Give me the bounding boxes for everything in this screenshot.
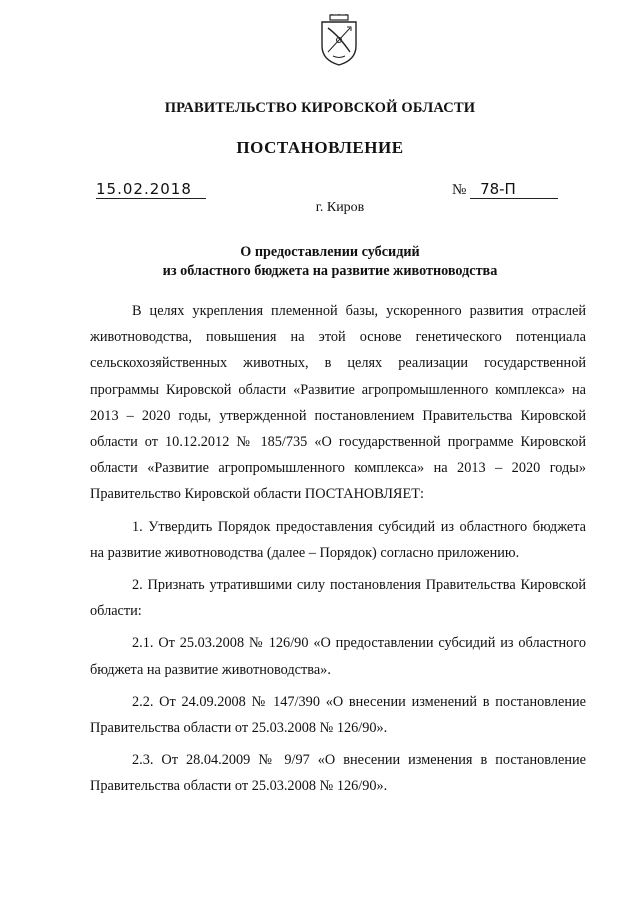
- government-name: ПРАВИТЕЛЬСТВО КИРОВСКОЙ ОБЛАСТИ: [164, 100, 476, 116]
- kirov-region-coat-of-arms-icon: [318, 14, 360, 66]
- item-1-paragraph: 1. Утвердить Порядок предоставления субсидий из областного бюджета на развитие животноводства (далее – Порядок) согласно приложению.: [90, 518, 586, 561]
- city-name: г. Киров: [315, 200, 365, 215]
- item-2-2-paragraph: 2.2. От 24.09.2008 № 147/390 «О внесении изменений в постановление Правительства области от 25.03.2008 № 126/90».: [90, 693, 586, 737]
- document-number: [452, 180, 558, 199]
- number-value: 78-П: [470, 180, 558, 199]
- item-2-paragraph: 2. Признать утратившими силу постановления Правительства Кировской области:: [90, 577, 586, 620]
- number-label: №: [452, 182, 467, 198]
- item-2-3-paragraph: 2.3. От 28.04.2009 № 9/97 «О внесении изменения в постановление Правительства области от 25.03.2008 № 126/90».: [90, 752, 586, 795]
- document-title: [0, 243, 640, 281]
- item-2-1-paragraph: 2.1. От 25.03.2008 № 126/90 «О предоставлении субсидий из областного бюджета на развитие животноводства».: [90, 635, 586, 678]
- preamble-paragraph: В целях укрепления племенной базы, ускоренного развития отраслей животноводства, повышения на этой основе генетического потенциала сельскохозяйственных животных, в целях реализации государственной программы Кировской области «Развитие агропромышленного комплекса» на 2013 – 2020 годы, утвержденной постановлением Правительства Кировской области от 10.12.2012 № 185/735 «О государственной программе Кировской области «Развитие агропромышленного комплекса» на 2013 – 2020 годы» Правительство Кировской области ПОСТАНОВЛЯЕТ:: [90, 303, 586, 503]
- document-body: [90, 298, 586, 800]
- title-line-2: из областного бюджета на развитие животноводства: [162, 263, 498, 279]
- document-type-heading: ПОСТАНОВЛЕНИЕ: [236, 138, 404, 157]
- title-line-1: О предоставлении субсидий: [240, 244, 420, 260]
- document-date: 15.02.2018: [96, 180, 206, 199]
